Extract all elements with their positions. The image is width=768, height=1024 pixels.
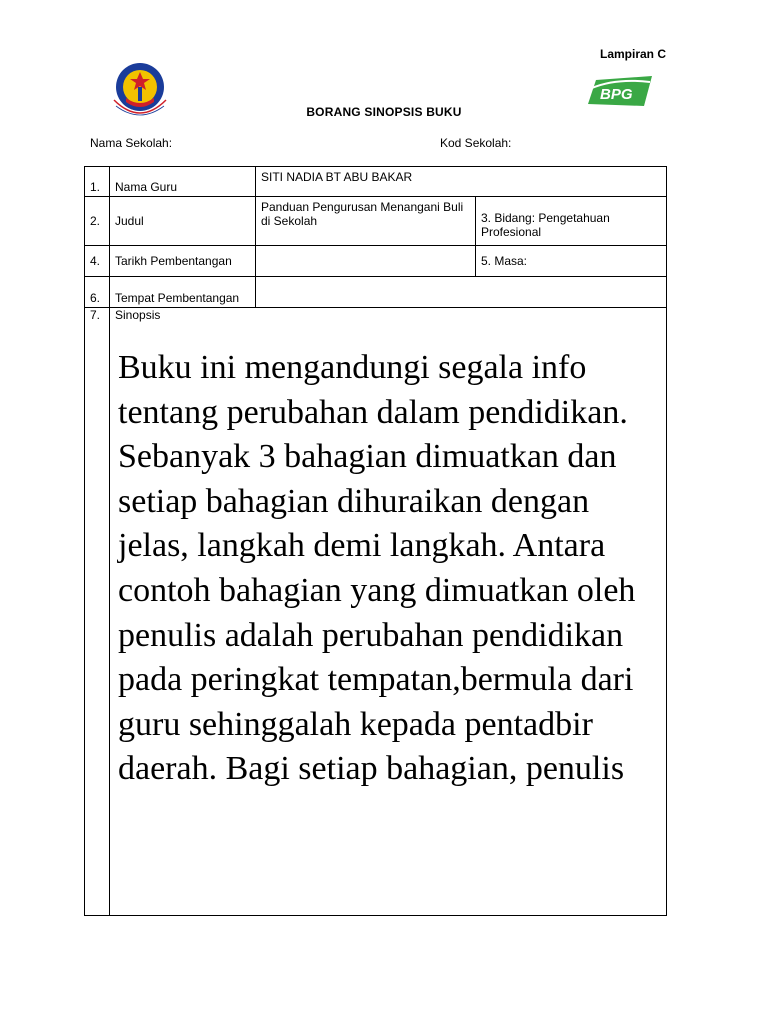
nama-guru-label: Nama Guru xyxy=(110,167,256,197)
row-number: 1. xyxy=(85,167,110,197)
bpg-logo-icon xyxy=(586,74,654,108)
nama-sekolah-label: Nama Sekolah: xyxy=(90,136,173,150)
tarikh-value[interactable] xyxy=(256,246,476,277)
nama-guru-value[interactable]: SITI NADIA BT ABU BAKAR xyxy=(256,167,667,197)
bpg-logo-text: BPG xyxy=(600,86,633,103)
sinopsis-text: Buku ini mengandungi segala info tentang perubahan dalam pendidikan. Sebanyak 3 bahagian dimuatkan dan setiap bahagian dihuraikan dengan jelas, langkah demi langkah. Antara contoh bahagian yang dimuatkan oleh penulis adalah perubahan pendidikan pada peringkat tempatan,bermula dari guru sehinggalah kepada pentadbir daerah. Bagi setiap bahagian, penulis xyxy=(118,349,636,788)
row-tempat xyxy=(85,277,667,308)
row-judul xyxy=(85,197,667,246)
row-number: 7. xyxy=(85,308,110,916)
tempat-value[interactable] xyxy=(256,277,667,308)
row-number: 4. xyxy=(85,246,110,277)
row-nama-guru xyxy=(85,167,667,197)
tempat-label: Tempat Pembentangan xyxy=(110,277,256,308)
synopsis-form-table xyxy=(84,166,667,916)
row-number: 6. xyxy=(85,277,110,308)
sinopsis-cell[interactable] xyxy=(110,308,667,916)
masa-field[interactable]: 5. Masa: xyxy=(476,246,667,277)
row-tarikh xyxy=(85,246,667,277)
row-number: 2. xyxy=(85,197,110,246)
judul-label: Judul xyxy=(110,197,256,246)
kod-sekolah-label: Kod Sekolah: xyxy=(440,136,512,150)
bidang-field[interactable]: 3. Bidang: Pengetahuan Profesional xyxy=(476,197,667,246)
judul-value[interactable]: Panduan Pengurusan Menangani Buli di Sekolah xyxy=(256,197,476,246)
row-sinopsis xyxy=(85,308,667,916)
form-title: BORANG SINOPSIS BUKU xyxy=(306,105,462,119)
tarikh-label: Tarikh Pembentangan xyxy=(110,246,256,277)
sinopsis-label: Sinopsis xyxy=(115,308,161,322)
lampiran-label: Lampiran C xyxy=(600,47,667,61)
